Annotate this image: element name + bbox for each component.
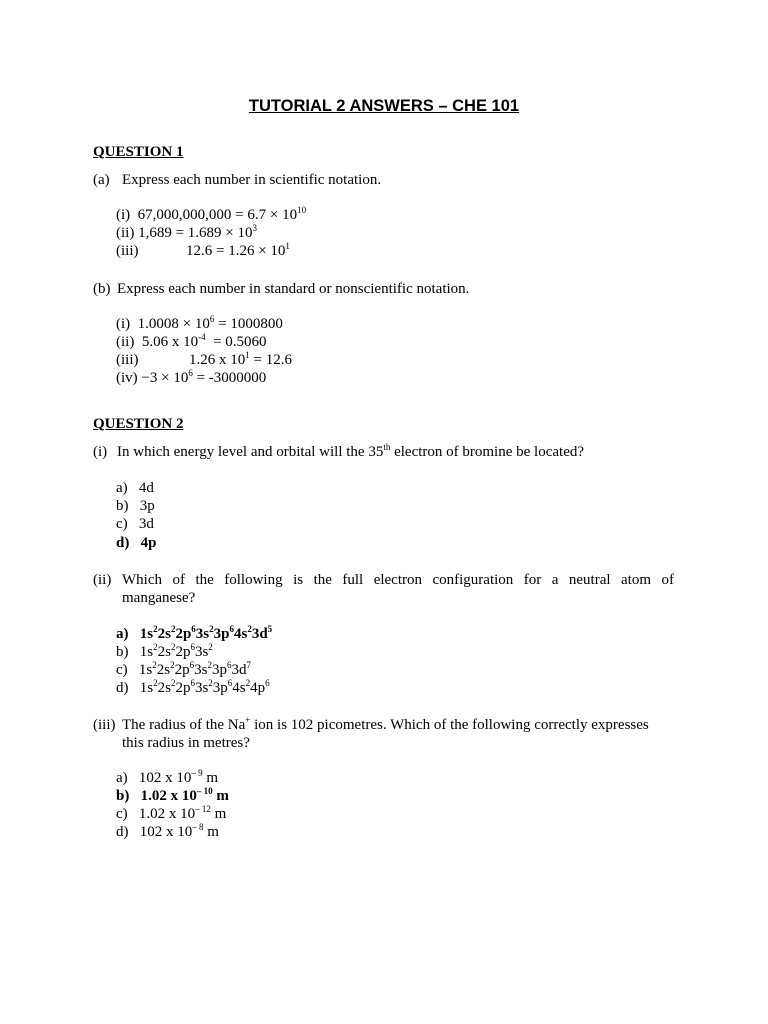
option-exponent: ‒ 10 xyxy=(196,786,213,796)
question-text: The radius of the Na xyxy=(122,717,246,733)
ordinal-suffix: th xyxy=(383,442,391,452)
option-unit: m xyxy=(203,824,219,840)
option-unit: m xyxy=(212,788,229,804)
electron-count: 2 xyxy=(247,624,252,634)
q2i-text xyxy=(117,443,584,461)
electron-count: 2 xyxy=(170,678,176,688)
orbital-label: 4s xyxy=(232,680,246,696)
orbital-label: 3d xyxy=(231,662,247,678)
item-expression: 1.26 x 10 xyxy=(189,352,246,368)
option-letter: b) xyxy=(116,498,129,514)
option-text: 3d xyxy=(138,516,154,532)
option-value: 102 x 10 xyxy=(138,770,192,786)
document-title: TUTORIAL 2 ANSWERS – CHE 101 xyxy=(248,97,520,115)
item-exponent: 1 xyxy=(285,241,290,251)
question-2-heading: QUESTION 2 xyxy=(93,416,184,432)
item-number: (iv) xyxy=(116,370,138,386)
ion-charge: + xyxy=(245,715,251,725)
electron-count: 2 xyxy=(208,642,213,652)
orbital-label: 1s xyxy=(138,662,153,678)
electron-configuration xyxy=(140,680,270,696)
electron-configuration xyxy=(139,662,251,678)
item-exponent: -4 xyxy=(198,332,206,342)
orbital-label: 3s xyxy=(195,626,210,642)
option-letter: d) xyxy=(116,535,130,551)
option-value: 1.02 x 10 xyxy=(138,806,196,822)
electron-count: 6 xyxy=(229,624,234,634)
option-letter: b) xyxy=(116,644,129,660)
question-1-heading: QUESTION 1 xyxy=(93,144,184,160)
item-number: (ii) xyxy=(116,225,135,241)
q1b-text: Express each number in standard or nonscientific notation. xyxy=(117,281,470,297)
orbital-label: 1s xyxy=(139,680,154,696)
option-letter: a) xyxy=(116,626,129,642)
item-expression: 5.06 x 10 xyxy=(141,334,199,350)
electron-count: 6 xyxy=(226,660,232,670)
orbital-label: 2p xyxy=(174,662,190,678)
q2iii-text-line1 xyxy=(122,716,649,734)
electron-count: 7 xyxy=(246,660,251,670)
orbital-label: 2p xyxy=(175,680,191,696)
q1b-item-iii xyxy=(116,351,139,369)
option-unit: m xyxy=(202,770,219,786)
orbital-label: 4p xyxy=(250,680,266,696)
q2iii-option-d xyxy=(116,823,219,841)
electron-count: 5 xyxy=(267,624,273,634)
q2ii-text-line1: Which of the following is the full electron configuration for a neutral atom of xyxy=(122,572,674,588)
q2ii-text-line2: manganese? xyxy=(122,590,196,606)
orbital-label: 3s xyxy=(194,662,208,678)
option-letter: b) xyxy=(116,788,130,804)
option-exponent: ‒ 12 xyxy=(195,804,211,814)
q1a-label: (a) xyxy=(93,172,110,188)
option-value: 1.02 x 10 xyxy=(140,788,197,804)
item-number: (i) xyxy=(116,207,131,223)
q2i-option-a xyxy=(116,479,154,497)
q1a-item-iii xyxy=(116,242,139,260)
option-value: 102 x 10 xyxy=(139,824,193,840)
q1a-text: Express each number in scientific notation. xyxy=(122,172,382,188)
q2iii-label: (iii) xyxy=(93,717,116,733)
item-exponent: 10 xyxy=(297,205,307,215)
orbital-label: 3p xyxy=(211,662,227,678)
electron-count: 2 xyxy=(208,678,213,688)
q2ii-option-c xyxy=(116,661,251,679)
electron-count: 6 xyxy=(191,624,196,634)
q2i-option-c xyxy=(116,515,154,533)
electron-count: 6 xyxy=(227,678,233,688)
electron-count: 2 xyxy=(207,660,212,670)
item-number: (ii) xyxy=(116,334,135,350)
electron-count: 6 xyxy=(189,660,195,670)
electron-count: 6 xyxy=(265,678,270,688)
q2ii-option-b xyxy=(116,643,213,661)
q2ii-option-a-correct xyxy=(116,625,272,643)
item-result: = -3000000 xyxy=(192,370,267,386)
option-exponent: ‒ 9 xyxy=(191,768,203,778)
orbital-label: 2s xyxy=(157,626,171,642)
electron-count: 6 xyxy=(190,642,195,652)
option-unit: m xyxy=(210,806,227,822)
q2i-option-b xyxy=(116,497,155,515)
q2iii-option-c xyxy=(116,805,226,823)
electron-configuration xyxy=(140,626,272,642)
item-expression: 67,000,000,000 = 6.7 × 10 xyxy=(137,207,298,223)
electron-count: 2 xyxy=(153,642,158,652)
orbital-label: 2s xyxy=(156,662,171,678)
option-letter: d) xyxy=(116,824,129,840)
q2iii-option-b-correct xyxy=(116,787,229,805)
orbital-label: 2p xyxy=(175,644,191,660)
q2i-label: (i) xyxy=(93,444,108,460)
electron-count: 2 xyxy=(153,624,158,634)
option-letter: c) xyxy=(116,806,128,822)
q2iii-text-line2: this radius in metres? xyxy=(122,735,250,751)
option-text: 4d xyxy=(138,480,154,496)
q1b-item-i xyxy=(116,315,283,333)
q1a-item-iii-value xyxy=(186,242,290,260)
item-exponent: 6 xyxy=(188,368,193,378)
orbital-label: 2p xyxy=(175,626,192,642)
item-expression: 1,689 = 1.689 × 10 xyxy=(138,225,253,241)
item-number: (iii) xyxy=(116,243,139,259)
q1b-item-ii xyxy=(116,333,267,351)
option-text: 3p xyxy=(139,498,155,514)
orbital-label: 4s xyxy=(233,626,248,642)
orbital-label: 3d xyxy=(251,626,268,642)
orbital-label: 1s xyxy=(139,644,154,660)
electron-count: 2 xyxy=(170,624,176,634)
item-expression: −3 × 10 xyxy=(141,370,189,386)
item-result: = 1000800 xyxy=(214,316,283,332)
item-result: = 0.5060 xyxy=(205,334,267,350)
electron-count: 2 xyxy=(209,624,214,634)
orbital-label: 2s xyxy=(157,644,171,660)
question-text: electron of bromine be located? xyxy=(390,444,585,460)
electron-count: 2 xyxy=(245,678,251,688)
q1b-label: (b) xyxy=(93,281,111,297)
orbital-label: 3s xyxy=(194,680,209,696)
item-exponent: 1 xyxy=(245,350,250,360)
electron-count: 6 xyxy=(190,678,195,688)
item-expression: 1.0008 × 10 xyxy=(137,316,210,332)
orbital-label: 3s xyxy=(194,644,209,660)
option-exponent: ‒ 8 xyxy=(192,822,204,832)
option-letter: d) xyxy=(116,680,129,696)
option-letter: c) xyxy=(116,662,128,678)
item-number: (i) xyxy=(116,316,131,332)
orbital-label: 3p xyxy=(213,626,230,642)
option-letter: c) xyxy=(116,516,128,532)
option-letter: a) xyxy=(116,480,128,496)
q1b-item-iii-value xyxy=(189,351,292,369)
item-exponent: 6 xyxy=(209,314,215,324)
electron-count: 2 xyxy=(170,642,176,652)
option-letter: a) xyxy=(116,770,128,786)
item-number: (iii) xyxy=(116,352,139,368)
q1b-item-iv xyxy=(116,369,266,387)
question-text: ion is 102 picometres. Which of the following correctly expresses xyxy=(250,717,649,733)
option-text: 4p xyxy=(140,535,157,551)
q2ii-label: (ii) xyxy=(93,572,112,588)
item-expression: 12.6 = 1.26 × 10 xyxy=(186,243,286,259)
electron-count: 2 xyxy=(153,678,158,688)
electron-count: 2 xyxy=(152,660,157,670)
q2ii-option-d xyxy=(116,679,270,697)
orbital-label: 1s xyxy=(139,626,154,642)
question-text: In which energy level and orbital will the 35 xyxy=(117,444,384,460)
q2iii-option-a xyxy=(116,769,218,787)
q1a-item-ii xyxy=(116,224,257,242)
q2i-option-d-correct xyxy=(116,534,156,552)
electron-count: 2 xyxy=(170,660,175,670)
orbital-label: 3p xyxy=(212,680,228,696)
item-exponent: 3 xyxy=(252,223,257,233)
orbital-label: 2s xyxy=(157,680,171,696)
electron-configuration xyxy=(140,644,213,660)
q1a-item-i xyxy=(116,206,306,224)
item-result: = 12.6 xyxy=(249,352,292,368)
